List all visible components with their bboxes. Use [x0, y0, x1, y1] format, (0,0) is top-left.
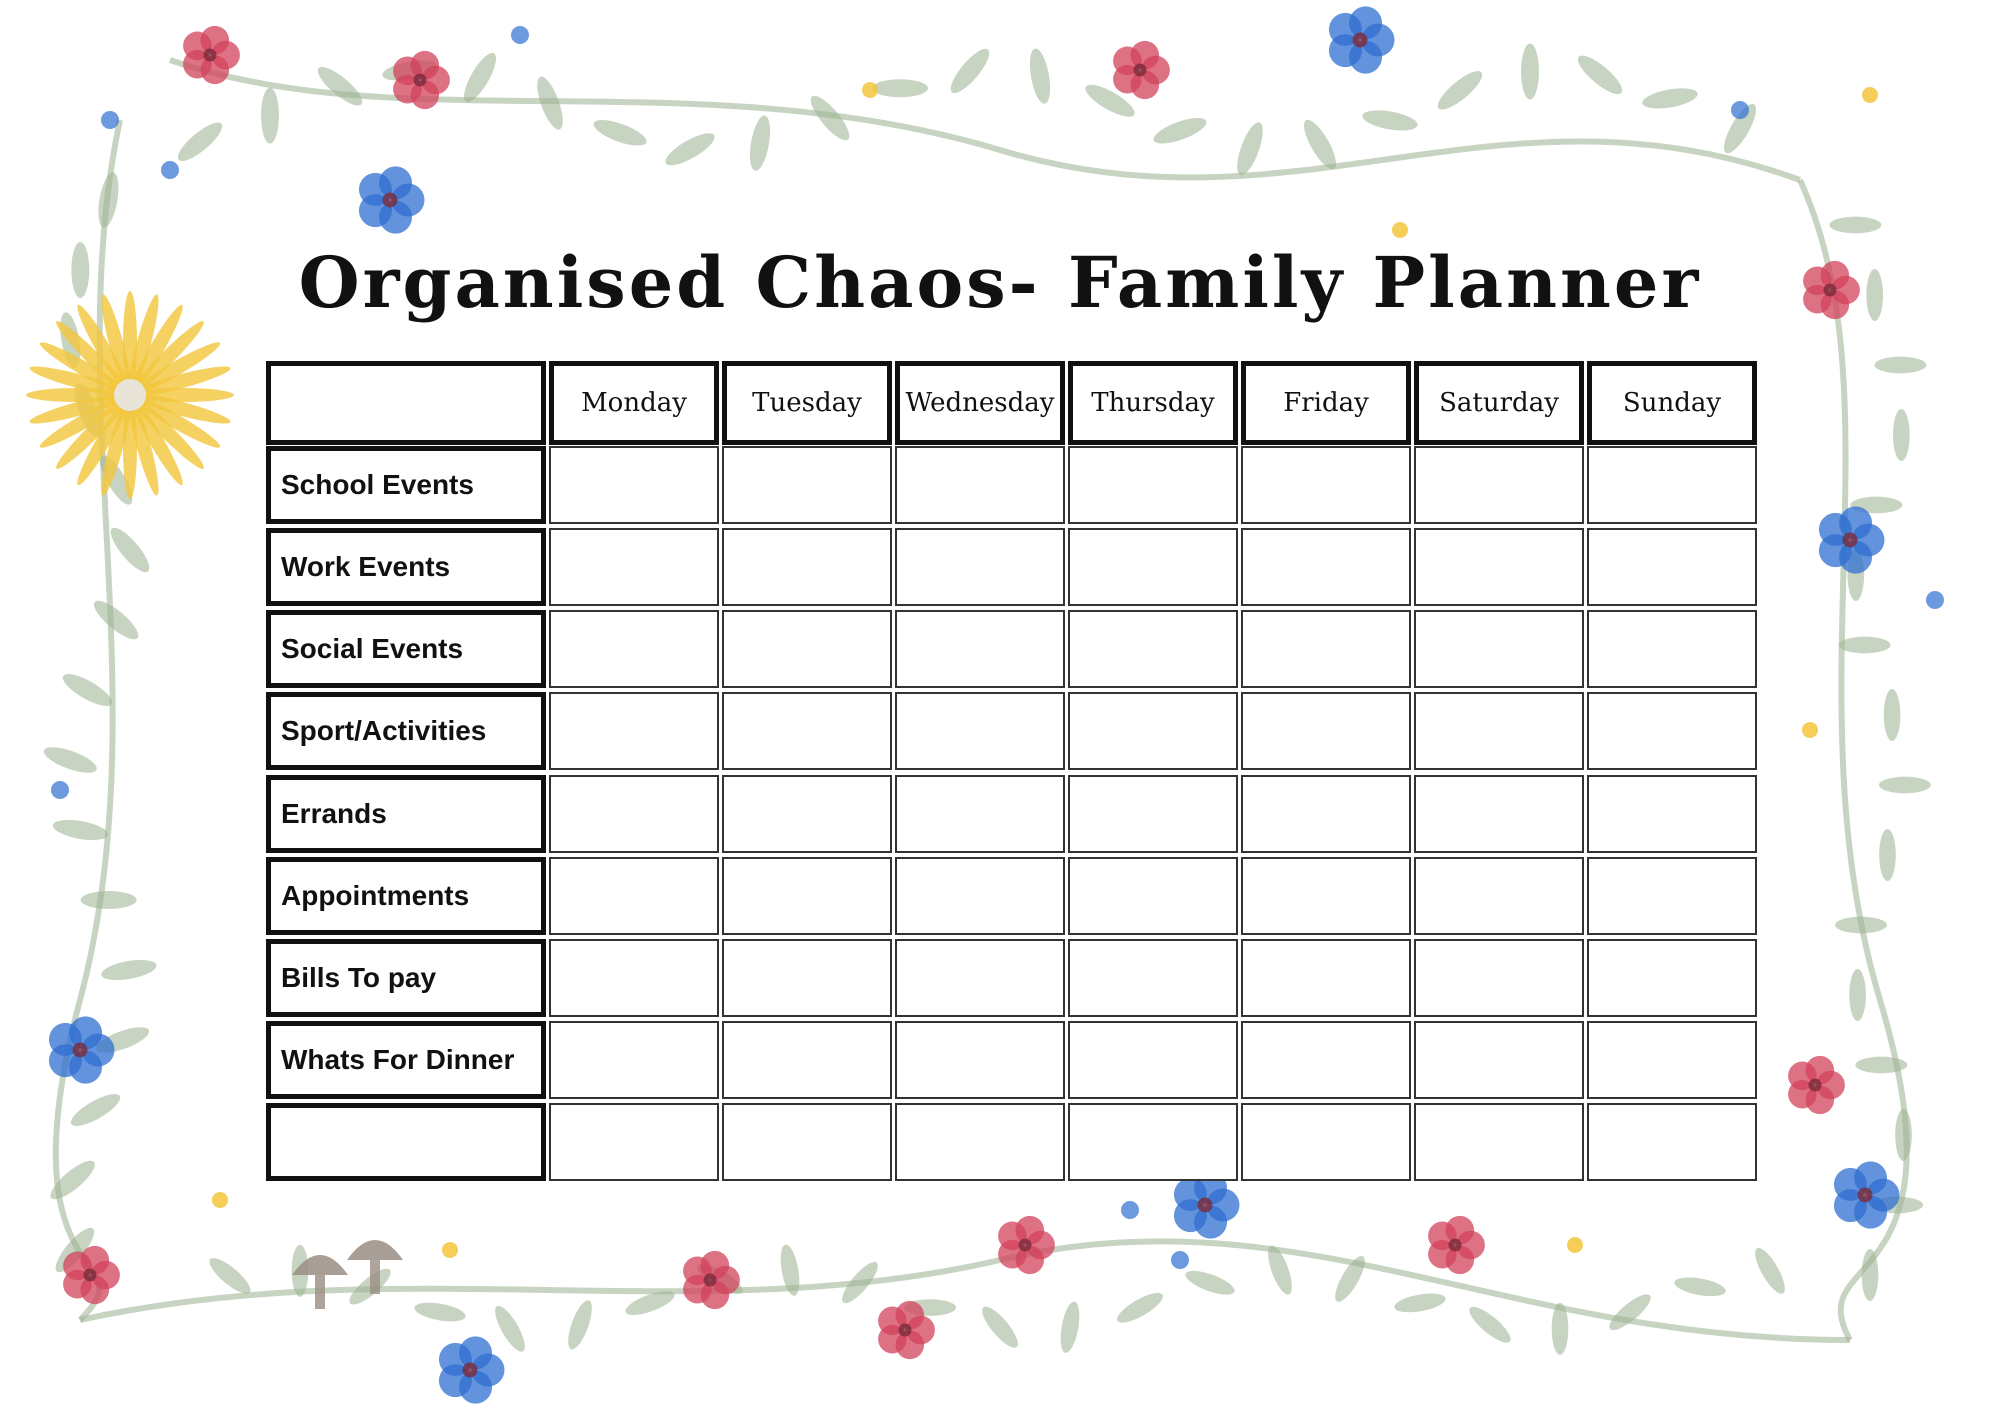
entry-cell[interactable]: [722, 1103, 892, 1181]
entry-cell[interactable]: [1068, 528, 1238, 606]
entry-cell[interactable]: [549, 939, 719, 1017]
entry-cell[interactable]: [1414, 857, 1584, 935]
day-header-saturday: Saturday: [1414, 361, 1584, 445]
entry-cell[interactable]: [1414, 775, 1584, 853]
entry-cell[interactable]: [1068, 610, 1238, 688]
entry-cell[interactable]: [1241, 939, 1411, 1017]
entry-cell[interactable]: [1414, 528, 1584, 606]
entry-cell[interactable]: [895, 692, 1065, 770]
day-header-monday: Monday: [549, 361, 719, 445]
entry-cell[interactable]: [722, 528, 892, 606]
entry-cell[interactable]: [722, 939, 892, 1017]
entry-cell[interactable]: [1068, 939, 1238, 1017]
entry-cell[interactable]: [1414, 939, 1584, 1017]
entry-cell[interactable]: [1068, 775, 1238, 853]
entry-cell[interactable]: [1068, 1103, 1238, 1181]
entry-cell[interactable]: [1241, 775, 1411, 853]
row-label-3: Social Events: [266, 610, 546, 688]
day-header-tuesday: Tuesday: [722, 361, 892, 445]
row-label-9: [266, 1103, 546, 1181]
entry-cell[interactable]: [895, 1021, 1065, 1099]
entry-cell[interactable]: [1241, 1103, 1411, 1181]
entry-cell[interactable]: [1241, 446, 1411, 524]
entry-cell[interactable]: [549, 610, 719, 688]
row-label-5: Errands: [266, 775, 546, 853]
row-label-8: Whats For Dinner: [266, 1021, 546, 1099]
entry-cell[interactable]: [1587, 446, 1757, 524]
entry-cell[interactable]: [895, 528, 1065, 606]
entry-cell[interactable]: [549, 1021, 719, 1099]
day-header-friday: Friday: [1241, 361, 1411, 445]
entry-cell[interactable]: [1587, 939, 1757, 1017]
entry-cell[interactable]: [722, 775, 892, 853]
entry-cell[interactable]: [722, 610, 892, 688]
row-label-2: Work Events: [266, 528, 546, 606]
entry-cell[interactable]: [1587, 692, 1757, 770]
row-label-6: Appointments: [266, 857, 546, 935]
entry-cell[interactable]: [1587, 610, 1757, 688]
entry-cell[interactable]: [549, 692, 719, 770]
entry-cell[interactable]: [549, 775, 719, 853]
entry-cell[interactable]: [1241, 610, 1411, 688]
entry-cell[interactable]: [722, 1021, 892, 1099]
entry-cell[interactable]: [1068, 692, 1238, 770]
entry-cell[interactable]: [895, 775, 1065, 853]
header-corner-cell: [266, 361, 546, 445]
entry-cell[interactable]: [1587, 775, 1757, 853]
entry-cell[interactable]: [895, 939, 1065, 1017]
day-header-wednesday: Wednesday: [895, 361, 1065, 445]
day-header-thursday: Thursday: [1068, 361, 1238, 445]
entry-cell[interactable]: [1414, 692, 1584, 770]
row-label-4: Sport/Activities: [266, 692, 546, 770]
entry-cell[interactable]: [895, 446, 1065, 524]
entry-cell[interactable]: [1587, 857, 1757, 935]
entry-cell[interactable]: [1414, 446, 1584, 524]
entry-cell[interactable]: [549, 857, 719, 935]
day-header-sunday: Sunday: [1587, 361, 1757, 445]
entry-cell[interactable]: [1241, 1021, 1411, 1099]
entry-cell[interactable]: [895, 857, 1065, 935]
row-label-1: School Events: [266, 446, 546, 524]
entry-cell[interactable]: [1587, 1103, 1757, 1181]
row-label-7: Bills To pay: [266, 939, 546, 1017]
entry-cell[interactable]: [1241, 692, 1411, 770]
entry-cell[interactable]: [549, 528, 719, 606]
entry-cell[interactable]: [895, 610, 1065, 688]
entry-cell[interactable]: [1241, 528, 1411, 606]
entry-cell[interactable]: [895, 1103, 1065, 1181]
entry-cell[interactable]: [1587, 528, 1757, 606]
entry-cell[interactable]: [549, 1103, 719, 1181]
entry-cell[interactable]: [549, 446, 719, 524]
entry-cell[interactable]: [1414, 610, 1584, 688]
entry-cell[interactable]: [1414, 1021, 1584, 1099]
entry-cell[interactable]: [1241, 857, 1411, 935]
page-title: Organised Chaos- Family Planner: [298, 241, 1702, 324]
entry-cell[interactable]: [722, 857, 892, 935]
entry-cell[interactable]: [1068, 1021, 1238, 1099]
entry-cell[interactable]: [722, 692, 892, 770]
entry-cell[interactable]: [1414, 1103, 1584, 1181]
entry-cell[interactable]: [1587, 1021, 1757, 1099]
entry-cell[interactable]: [1068, 857, 1238, 935]
entry-cell[interactable]: [1068, 446, 1238, 524]
entry-cell[interactable]: [722, 446, 892, 524]
